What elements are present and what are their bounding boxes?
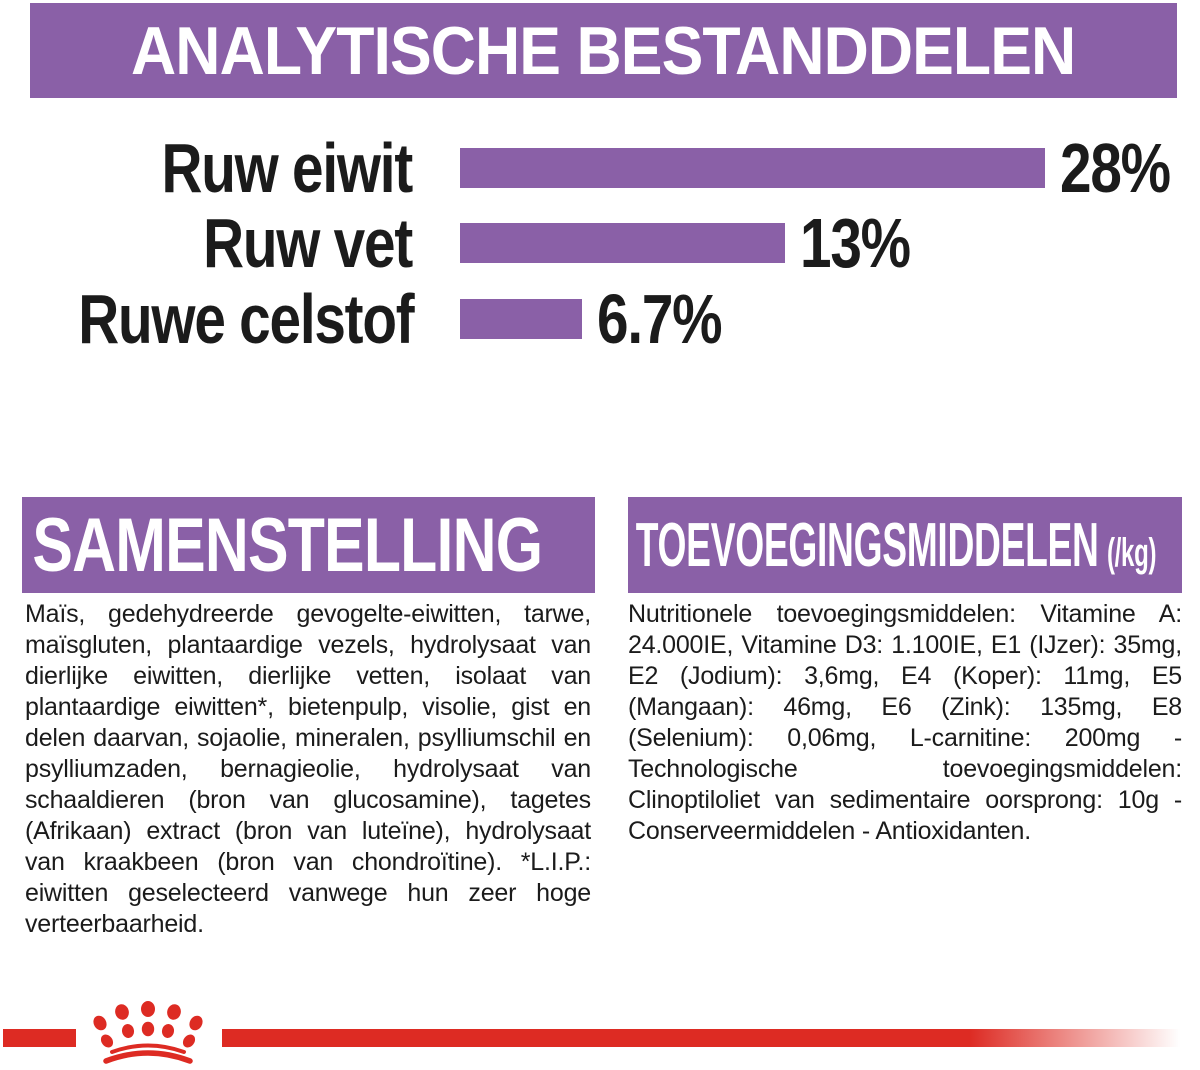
additives-title bbox=[628, 510, 1156, 581]
chart-bar bbox=[460, 223, 785, 263]
composition-text: Maïs, gedehydreerde gevogelte-eiwitten, tarwe, maïsgluten, plantaardige vezels, hydrolysaat van dierlijke eiwitten, dierlijke vetten, isolaat van plantaardige eiwitten*, bietenpulp, visolie, gist en delen daarvan, sojaolie, mineralen, psylliumschil en psylliumzaden, bernagieolie, hydrolysaat van schaaldieren (bron van glucosamine), tagetes (Afrikaan) extract (bron van luteïne), hydrolysaat van kraakbeen (bron van chondroïtine). *L.I.P.: eiwitten geselecteerd vanwege hun zeer hoge verteerbaarheid. bbox=[25, 600, 591, 938]
composition-band bbox=[22, 497, 595, 593]
royal-canin-crown-icon bbox=[88, 1000, 208, 1068]
chart-row bbox=[0, 205, 1200, 281]
chart-category-label: Ruw eiwit bbox=[161, 129, 412, 207]
analytical-constituents-band bbox=[30, 3, 1177, 98]
chart-category-label: Ruw vet bbox=[203, 204, 412, 282]
chart-value-label: 6.7% bbox=[597, 280, 722, 358]
additives-title-unit: (/kg) bbox=[1106, 530, 1157, 575]
chart-row bbox=[0, 281, 1200, 357]
chart-bar bbox=[460, 148, 1045, 188]
brand-stripe-left bbox=[3, 1029, 76, 1047]
chart-row bbox=[0, 130, 1200, 206]
chart-category-label: Ruwe celstof bbox=[78, 280, 414, 358]
additives-title-main: TOEVOEGINGSMIDDELEN bbox=[635, 510, 1099, 580]
brand-stripe-right bbox=[222, 1029, 1180, 1047]
analytical-constituents-title: ANALYTISCHE BESTANDDELEN bbox=[131, 12, 1076, 89]
composition-title: SAMENSTELLING bbox=[32, 502, 543, 588]
additives-band bbox=[628, 497, 1182, 593]
chart-value-label: 28% bbox=[1060, 129, 1170, 207]
chart-bar bbox=[460, 299, 582, 339]
chart-value-label: 13% bbox=[800, 204, 910, 282]
additives-text: Nutritionele toevoegingsmiddelen: Vitamine A: 24.000IE, Vitamine D3: 1.100IE, E1 (IJzer): 35mg, E2 (Jodium): 3,6mg, E4 (Koper): 11mg, E5 (Mangaan): 46mg, E6 (Zink): 135mg, E8 (Selenium): 0,06mg, L-carnitine: 200mg - Technologische toevoegingsmiddelen: Clinoptiloliet van sedimentaire oorsprong: 10g - Conserveermiddelen - Antioxidanten. bbox=[628, 600, 1182, 845]
